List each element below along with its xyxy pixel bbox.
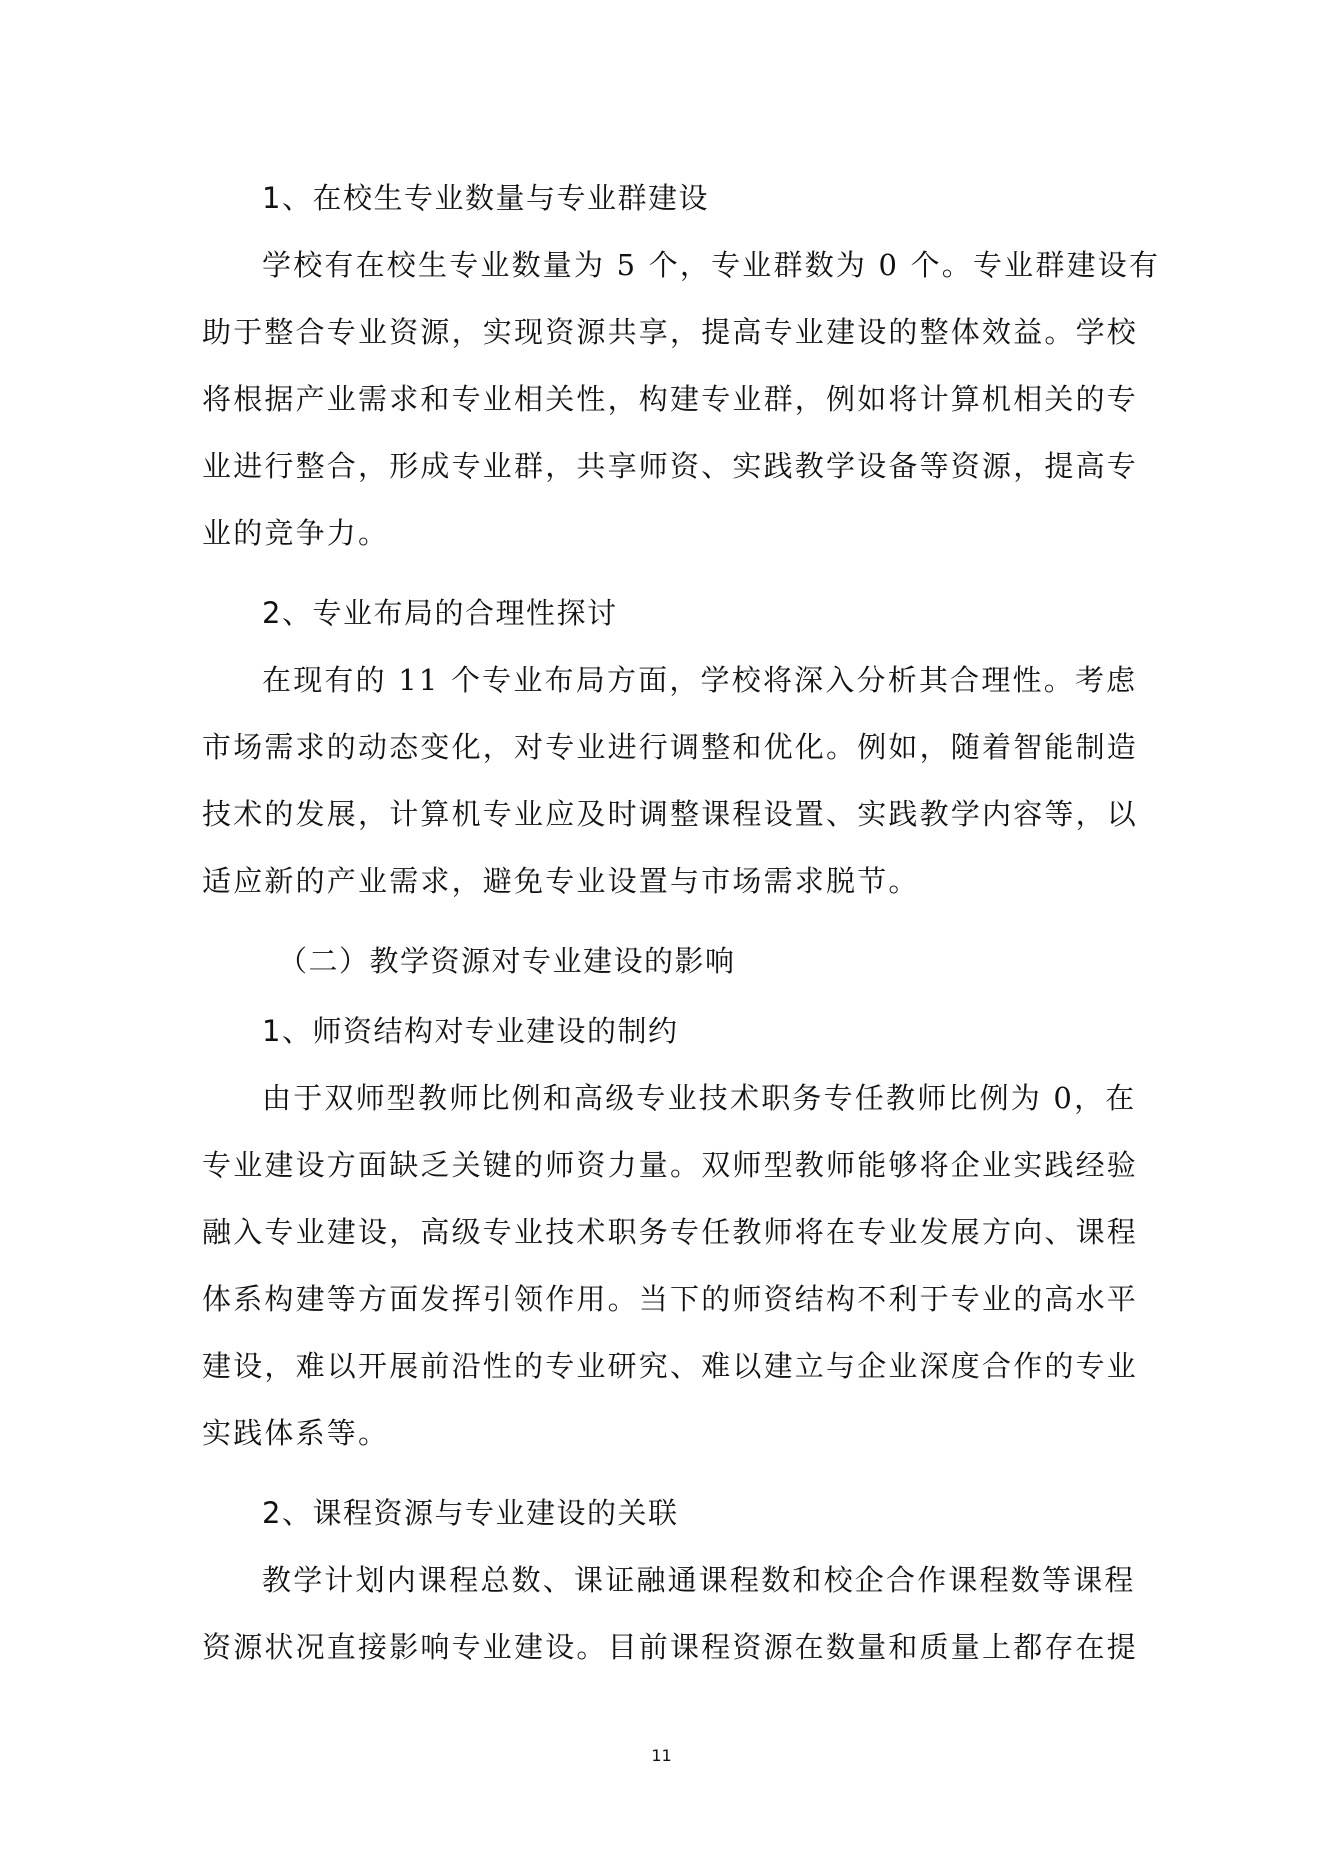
heading-course-resources: 2、课程资源与专业建设的关联	[262, 1496, 679, 1530]
paragraph-line: 业的竞争力。	[202, 516, 390, 550]
paragraph-line: 市场需求的动态变化，对专业进行调整和优化。例如，随着智能制造	[202, 730, 1139, 764]
paragraph-line: 实践体系等。	[202, 1416, 390, 1450]
paragraph-line: 教学计划内课程总数、课证融通课程数和校企合作课程数等课程	[262, 1563, 1136, 1597]
paragraph-line: 适应新的产业需求，避免专业设置与市场需求脱节。	[202, 864, 920, 898]
paragraph-line: 建设，难以开展前沿性的专业研究、难以建立与企业深度合作的专业	[202, 1349, 1139, 1383]
paragraph-line: 学校有在校生专业数量为 5 个，专业群数为 0 个。专业群建设有	[262, 248, 1161, 282]
paragraph-line: 体系构建等方面发挥引领作用。当下的师资结构不利于专业的高水平	[202, 1282, 1139, 1316]
paragraph-line: 将根据产业需求和专业相关性，构建专业群，例如将计算机相关的专	[202, 382, 1139, 416]
heading-enrollment-majors: 1、在校生专业数量与专业群建设	[262, 181, 709, 215]
paragraph-line: 融入专业建设，高级专业技术职务专任教师将在专业发展方向、课程	[202, 1215, 1139, 1249]
paragraph-line: 技术的发展，计算机专业应及时调整课程设置、实践教学内容等，以	[202, 797, 1139, 831]
paragraph-line: 资源状况直接影响专业建设。目前课程资源在数量和质量上都存在提	[202, 1630, 1139, 1664]
paragraph-line: 业进行整合，形成专业群，共享师资、实践教学设备等资源，提高专	[202, 449, 1139, 483]
heading-major-layout: 2、专业布局的合理性探讨	[262, 596, 618, 630]
heading-faculty-structure: 1、师资结构对专业建设的制约	[262, 1014, 679, 1048]
paragraph-line: 助于整合专业资源，实现资源共享，提高专业建设的整体效益。学校	[202, 315, 1139, 349]
paragraph-line: 专业建设方面缺乏关键的师资力量。双师型教师能够将企业实践经验	[202, 1148, 1139, 1182]
paragraph-line: 由于双师型教师比例和高级专业技术职务专任教师比例为 0，在	[262, 1081, 1137, 1115]
section-heading-teaching-resources: （二）教学资源对专业建设的影响	[278, 944, 736, 978]
page-number: 11	[651, 1746, 672, 1765]
paragraph-line: 在现有的 11 个专业布局方面，学校将深入分析其合理性。考虑	[262, 663, 1138, 697]
